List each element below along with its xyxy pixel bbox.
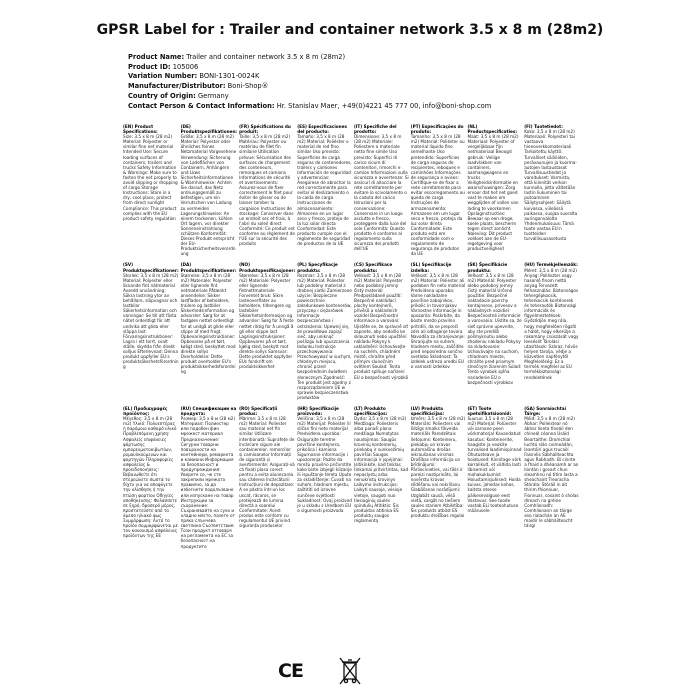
spec-heading: (PL) Specyfikacje produktu:: [297, 262, 338, 273]
spec-heading: (IT) Specifiche del prodotto:: [353, 124, 397, 135]
spec-text: Méret: 3,5 x 8 m (28 m2) Anyag: Poliészter vagy hasonló finom nettó anyag Tervezett felhasználás: Biztonságos tehergépkocsik, teherkocsik konténerek és teherautók Biztonsági információk és figyelmeztetések: Győződjön meg róla, hogy megfelelően rögzíti a hálót, hogy elkerülje a rakomány csúszását vagy leesését Tárolási utasítások: Száraz, hűvös helyen tárolja, védje a közvetlen napfénytől Megfelelőség: Ez a termék megfelel az EU termékbiztonsági rendeletének: [524, 267, 579, 380]
contact-value: Hr. Stanislav Maer, +49(0)4221 45 777 00, info@boni-shop.com: [276, 101, 492, 110]
spec-heading: (EN) Product Specifications:: [123, 124, 158, 135]
spec-heading: (NL) Productspecificaties:: [467, 124, 518, 135]
spec-heading: (PT) Especificações do produto:: [410, 124, 464, 135]
spec-block: [297, 124, 352, 256]
spec-heading: (DA) Produktspecifikationer:: [180, 262, 237, 273]
page-title: GPSR Label for : Trailer and container network 3.5 x 8 m (28m2): [96, 22, 604, 38]
country-row: [128, 92, 688, 102]
spec-block: [123, 262, 179, 400]
spec-block: [239, 406, 295, 549]
spec-block: [354, 262, 409, 400]
spec-text: Méid: 3,5 x 8 m (28 m2) Ábhar: Poileistear nó ábhar líonta fíneáil den chineál céanna Úsáid Beartaithe: Dromchlaí luchtú slán coimeádán, leantóirí agus trucailí Faisnéis Sábháilteachta agus Rabhadh: Bí cinnte a fhaid a dhéanamh ar an líontán i gceart chun sleamhnú nó titim lasta a sheachaint Treoracha Stórála: Stóráil in áit thirim fhionnuar, Fionnuar, cosaint ó sholas díreach na gréine Comhlíonadh: Comhlíonann an táirge seo rialachán an AE maidir le sábháilteacht táirgí: [524, 416, 579, 529]
spec-text: Tamaño: 3,5 x 8 m (28 m2) Material: Poliéster o material de red fino similar Uso previsto: Superficies de carga seguras de contenedores, trailers y camiones Información de seguridad y advertencias: Asegúrese de abrochar la red correctamente para evitar el deslizamiento o la caída de carga Instrucciones de almacenamiento: Almacene en un lugar seco y fresco, proteja de la luz solar directa Conformidad: Este producto cumple con el reglamento de seguridad de productos de la UE: [297, 134, 352, 247]
spec-text: Izmērs: 3,5 x 8 m (28 m2) Materiāls: Poliesters vai līdzīgs smalks tīkveida materiāls Paredzētais lietojums: Konteineru, piekabju un kravas automašīnu drošas iekraušanas virsmas Drošības informācija un brīdinājumi: Pārliecinieties, vai tīkls ir pareizi nostiprināts, lai novērstu kravas slīdēšanu vai nokrišanu Glabāšanas norādījumi: Uzglabāt sausā, vēsā vietā, sargāt no tiešiem saules stariem Atbilstība: Šis produkts atbilst ES produktu drošības regulai: [410, 416, 466, 518]
variation-number-value: BONI-1301-0024K: [199, 72, 260, 81]
spec-block: [411, 262, 466, 400]
contact-row: [128, 102, 688, 112]
spec-block: [524, 406, 579, 549]
country-label: Country of Origin:: [128, 91, 196, 100]
spec-heading: (ES) Especificaciones del producto:: [297, 124, 347, 135]
spec-text: Koko: 3,5 x 8 m (28 m2) Materiaali: Polyesteri tai vastaava hienoverkkomateriaali Tarkoitettu käyttö: Turvalliset säiliöiden, perävaunujen ja kuorma-autojen lastaustasot Turvallisuustiedot ja varoitukset: Varmista, että kiinnität verkon kunnolla, jotta vältetään lastin liukuminen tai putoaminen Säilytysohjeet: Säilytä kuivassa, viileässä paikassa, suojaa suoralta auringonvalolta Yhdenmukaisuus: Tämä tuote vastaa EU:n tuotteiden turvallisuusasetusta: [524, 129, 578, 242]
spec-text: Storlek: 3,5 x 8 m (28 m2) Material: Polyester eller liknande fint nätmaterial Avsedd användning: Säkra lastning ytor av behållare, släpvagnar och lastbilar Säkerhetsinformation och varningar: Se till att fästa nätet ordentligt för att undvika att glida eller släppa last Förvaringsinstruktioner: Lagra i ett torrt, svalt ställe, skydda från direkt solljus Efterlevnad: Denna produkt uppfyller EU:s produktsäkerhetsförordning: [123, 272, 179, 370]
spec-text: Size: 3.5 x 8 m (28 m2) Material: Polyester or similar fine net material Intended Use: Secure loading surfaces of containers, trailers and trucks Safety Information & Warnings: Make sure to fasten the net properly to avoid slipping or dropping of cargo Storage Instructions: Store in a dry, cool place, protect from direct sunlight Compliance: This product complies with the EU product safety regulation: [123, 134, 178, 221]
spec-text: Veľkosť: 3,5 x 8 m (28 m2) Materiál: Polyester alebo podobný jemný čistý materiál Určené použitie: Bezpečné nakladacie povrchy kontajnerov, prívesov a nákladných vozidiel Bezpečnostné informácie a varovania: Uistite sa, že sieť správne upevníte, aby ste predišli pošmyknutiu alebo zhodeniu nákladu Pokyny na skladovanie: Uchovávajte na suchom, chladnom mieste, chráňte pred priamym slnečným žiarením Súlad: Tento výrobok spĺňa nariadenie EÚ o bezpečnosti výrobkov: [467, 272, 522, 385]
spec-block: [297, 262, 352, 400]
manufacturer-value: Boni-Shop®: [227, 82, 269, 91]
spec-text: Velikost: 3,5 x 8 m (28 m2) Materiál: Polyester nebo podobný jemný čistý materiál Předpokládané použití: Bezpečné nakládací plochy kontejnerů, přívěsů a nákladních vozidel Bezpečnostní informace a varování: Ujistěte se, že správně síť zapnete, aby nedošlo ke sklouznutí nebo upuštění nákladu Pokyny k uskladnění: Uchovávejte na suchém, chladném místě, chraňte před přímým slunečním světlem Soulad: Tento produkt splňuje nařízení EU o bezpečnosti výrobků: [353, 272, 409, 380]
language-spec-grid: [123, 124, 579, 630]
spec-text: Størrelse: 3,5 x 8 m (28 m2) Materiale: Polyester eller lignende fint netmateriale Påtænkt anvendelse: Sikker lastflader af beholdere, trailere og lastbiler Sikkerhedsinformation og advarsler: Sørg for at fastgøre nettet ordentligt for at undgå at glide eller slippe af med fragt Opbevaringsinstruktioner: Opbevares på et tørt, køligt sted, beskyttet mod direkte sollys Overholdelse: Dette produkt overholder EU's produktsikkerhedsforordning: [180, 272, 236, 375]
spec-text: Størrelse: 3,5 x 8 m (28 m2) Materiale: Polyester eller lignende fintnettmateriale Forventet bruk: Sikre lasteoverflater av beholdere, tilhengere og lastebiler Sikkerhetsinformasjon og advarsler: Sørg for å feste nettet riktig for å unngå å gli eller slippe last Lagringsinstruksjoner: Oppbevares på et tørt, kjølig sted, beskytt mot direkte sollys Samsvar: Dette produktet oppfyller EUs forskrift om produktsikkerhet: [239, 272, 294, 370]
product-id-row: [128, 63, 688, 73]
spec-block: [181, 124, 237, 256]
spec-block: [467, 262, 522, 400]
ce-mark-icon: CE: [278, 660, 303, 682]
manufacturer-label: Manufacturer/Distributor:: [128, 82, 226, 91]
spec-text: Velikost: 3,5 x 8 m (28 m2) Material: Poliester ali podoben fin neto material Predvidena uporaba: Varne nakladalne površine zabojnikov, prikolic in tovornjakov Varnostne informacije in opozorila: Poskrbite, da boste mrežo pravilno pritrdili, da se prepreči zdrs ali odlaganje tovora Navodila za shranjevanje: Shranjujte na suhem, hladnem mestu, zaščitite pred neposredno sončno svetlobo Skladnost: Ta izdelek ustreza uredbi EU o varnosti izdelkov: [410, 272, 466, 370]
spec-text: Размер: 3,5 x 8 м (28 м2) Материал: Полиестер или подобен фин мрежест материал Предназначение: Сигурни товарни повърхности на контейнери, ремаркета и камиони Информация за безопасност и предупреждения: Уверете се, че сте закрепили мрежата правилно, за да избегнете подхлъзване или изпускане на товар Инструкции за съхранение: Съхранявайте на сухо и хладно място, пазете от пряка слънчева светлина Съответствие: Този продукт отговаря на регламента на ЕС за безопасност на продуктите: [180, 416, 236, 549]
spec-heading: (SL) Specifikacije izdelka:: [410, 262, 452, 273]
spec-text: Maat: 3,5 x 8 m (28 m2) Materiaal: Polyester of vergelijkbaar fijn netmateriaal Beoogd gebruik: Veilige laadvlakken van containers, aanhangwagens en trucks Veiligheidsinformatie en waarschuwingen: Zorg ervoor dat het net goed vast te maken om wegglijden of vallen van lading te voorkomen Opslaginstructies: Bewaar op een droge, koele plaats, bescherm tegen direct zonlicht Naleving: Dit product voldoet aan de EU-regelgeving voor productveiligheid: [467, 134, 519, 252]
spec-block: [467, 124, 522, 256]
product-id-value: 105006: [172, 62, 199, 71]
spec-text: Dimensione: 3,5 x 8 m (28 m2) Materiale: Poliestere o materiale netto fine simile Uso previsto: Superfici di carico sicure di contenitori, rimorchi e camion Informazioni sulla sicurezza e avvertenze: Si assicuri di allacciare la rete correttamente per evitare lo scivolamento o la caduta del carico Istruzioni per la conservazione: Conservare in un luogo asciutto e fresco, proteggere dalla luce del sole Conformità: Questo prodotto è conforme al regolamento sulla sicurezza dei prodotti dell'UE: [353, 134, 409, 252]
spec-heading: (CS) Specifikace produktu:: [353, 262, 393, 273]
spec-heading: (RU) Спецификации на продукта:: [180, 405, 237, 417]
product-id-label: Product ID:: [128, 62, 171, 71]
spec-heading: (NO) Produktspesifikasjoner:: [239, 262, 296, 273]
spec-text: Dydis: 3,5 x 8 m (28 m2) Medžiaga: Poliesteris arba panaši plona medžiaga Numatytas naudojimas: Saugūs krovinių konteinerių, priekabų ir sunkvežimių paviršiai Saugos informacija ir įspėjimai: Įsitikinkite, kad tinklas tinkamai pritvirtintas, kad nepaslystų arba nenukristų krovinys Laikymo instrukcijos: Laikyti sausoje, vėsioje vietoje, saugoti nuo tiesioginių saulės spindulių Atitiktis: Šis produktas atitinka ES produktų saugos reglamentą: [353, 416, 409, 524]
spec-text: Veličina: 3,5 x 8 m (28 m2) Materijal: Poliester ili sličan fini neto materijal Predviđena uporaba: Osigurajte teretne površine kontejnera, prikolica i kamiona Sigurnosne informacije i upozorenja: Pazite da mrežu pravilno pričvrstite kako biste izbjegli klizanje ili ispuštanje tereta Upute za skladištenje: Čuvati na suhom, hladnom mjestu, zaštititi od izravne sunčeve svjetlosti Sukladnost: Ovaj proizvod je u skladu s Uredbom EU o sigurnosti proizvoda: [297, 416, 352, 513]
spec-heading: (LV) Produkta specifikācijas:: [410, 405, 445, 417]
spec-block: [467, 406, 522, 549]
spec-block: [524, 262, 579, 400]
spec-block: [123, 124, 179, 256]
contact-label: Contact Person & Contact Information:: [128, 101, 275, 110]
spec-heading: (GA) Sonraíochtaí Táirge:: [524, 405, 567, 417]
variation-number-label: Variation Number:: [128, 72, 198, 81]
product-name-value: Trailer and container network 3.5 x 8 m (28m2): [186, 53, 346, 61]
spec-block: [123, 406, 179, 549]
spec-heading: (ET) Toote spetsifikatsioonid:: [467, 405, 512, 417]
spec-heading: (LT) Produkto specifikacijos:: [353, 405, 388, 417]
spec-block: [297, 406, 352, 549]
spec-heading: (FR) Spécifications du produit:: [239, 124, 291, 135]
spec-heading: (HR) Specifikacije proizvoda:: [297, 405, 339, 417]
spec-block: [181, 262, 237, 400]
spec-heading: (DE) Produktspezifikationen:: [180, 124, 238, 135]
spec-heading: (SK) Špecifikácie produktu:: [467, 262, 508, 273]
spec-block: [411, 124, 466, 256]
spec-text: Größe: 3,5 x 8 m (28 m2) Material: Polyester oder ähnliches feines Netzmaterial Vorgesehene Verwendung: Sicherung von Ladeflächen von Containern, Anhängern und Lkws Sicherheitsinformationen & Warnhinweise: Achten Sie darauf, das Netz ordnungsgemäß zu befestigen, um ein Verrutschen von Ladung zu vermeiden Lagerungshinweise: An einem trockenen, kühlen Ort lagern, vor direkter Sonneneinstrahlung schützen Konformität: Dieses Produkt entspricht der EU-Produktsicherheitsverordnung: [180, 134, 237, 257]
spec-text: Tamanho: 3,5 x 8 m (28 m2) Material: Poliéster ou material líquido fino semelhante Uso pretendido: Superfícies de carga seguras de recipientes, reboques e caminhões Informações de segurança e avisos: Certifique-se de fixar a rede corretamente para evitar escorregamento ou queda de carga Instruções de armazenamento: Armazene em um lugar seco e fresco, proteja da luz solar direta Conformidade: Este produto está em conformidade com o regulamento de segurança de produtos da UE: [410, 134, 465, 257]
manufacturer-row: [128, 82, 688, 92]
spec-text: Suurus: 3,5 x 8 m (28 m2) Materjal: Polüester või sarnane peen võrkmaterjal Kavandatud kasutus: Konteinerite, haagiste ja veokite turvalised laadimispinnad Ohutusteave ja hoiatused: Kinnitage võrk korralikult, et vältida lasti libisemist või mahakukkumist Hoiustamisjuhised: Hoida kuivas, jahedas kohas, kaitsta otsese päikesevalguse eest Vastavus: See toode vastab ELi tooteohutuse määrusele: [467, 416, 522, 513]
product-name-label: Product Name:: [128, 53, 185, 61]
spec-text: Mărime: 3,5 x 8 m (28 m2) Material: Poliester sau material net fin similar Utilizare intenționată: Suprafețe de încărcare sigure ale containerelor, remorcilor și camioanelor Informații de siguranță și avertismente: Asigurați-vă că fixați plasa corect pentru a evita alunecarea sau căderea încărcăturii Instrucțiuni de depozitare: A se păstra într-un loc uscat, răcoros, se protejează de lumina directă a soarelui Conformitate: Acest produs este conform cu regulamentul UE privind siguranța produselor: [239, 416, 295, 529]
country-value: Germany: [197, 91, 229, 100]
spec-text: Μέγεθος: 3,5 x 8 m (28 m2) Υλικό: Πολυεστέρας ή παρόμοιο καθαρό υλικό Προβλεπόμενη χρήση: Ασφαλείς επιφάνειες φόρτωσης εμπορευματοκιβωτίων, ρυμουλκούμενων και φορτηγών Πληροφορίες ασφαλείας & προειδοποιήσεις: Βεβαιωθείτε ότι στερεώνετε σωστά το δίχτυ για να αποφύγετε την ολίσθηση ή την πτώση φορτίου Οδηγίες αποθήκευσης: Φυλάσσετε σε ξηρό, δροσερό μέρος, προστατεύστε από το άμεσο ηλιακό φως Συμμόρφωση: Αυτό το προϊόν συμμορφώνεται με τον κανονισμό ασφάλειας προϊόντων της ΕΕ: [123, 416, 178, 539]
spec-block: [239, 124, 295, 256]
spec-heading: (RO) Specificații produs:: [239, 405, 278, 417]
spec-block: [239, 262, 295, 400]
spec-block: [411, 406, 466, 549]
product-name-row: [128, 53, 688, 63]
compliance-icons: [0, 652, 700, 692]
spec-heading: (SV) Produktspecifikationer:: [123, 262, 179, 273]
spec-block: [354, 124, 409, 256]
spec-heading: (HU) Termékjellemzők:: [524, 262, 578, 268]
spec-heading: (EL) Προδιαγραφές προϊόντος:: [123, 405, 168, 417]
variation-number-row: [128, 72, 688, 82]
spec-text: Rozmiar: 3,5 x 8 m (28 m2) Materiał: Poliester lub podobny materiał z drobnej siatki Zamierzone użycie: Bezpieczne powierzchnie załadunkowe kontenerów, przyczep i ciężarówek Informacje bezpieczeństwa i ostrzeżenia: Upewnij się, że prawidłowo zapiąć sieć, aby uniknąć poślizgu lub upuszczenia ładunku Instrukcje przechowywania: Przechowywać w suchym, chłodnym miejscu, chronić przed bezpośrednim światłem słonecznym Zgodność: Ten produkt jest zgodny z rozporządzeniem UE w sprawie bezpieczeństwa produktów: [297, 272, 352, 400]
product-info: [128, 53, 688, 111]
spec-block: [524, 124, 579, 256]
spec-text: Taille: 3,5 x 8 m (28 m2) Matériau: Polyester ou matériau de filet fin similaire Utilisation prévue: Sécurisation des surfaces de chargement des conteneurs, remorques et camions Informations de sécurité et avertissements: Assurez-vous de fixer correctement le filet pour éviter de glisser ou de laisser tomber la cargaison Instructions de stockage: Conserver dans un endroit sec et frais, à l'abri du soleil direct Conformité: Ce produit est conforme au règlement de l'UE sur la sécurité des produits: [239, 134, 295, 247]
spec-heading: (FI) Tuotetiedot:: [524, 124, 563, 129]
spec-block: [181, 406, 237, 549]
spec-block: [354, 406, 409, 549]
crossed-out-wheelie-bin-icon: [338, 656, 362, 688]
